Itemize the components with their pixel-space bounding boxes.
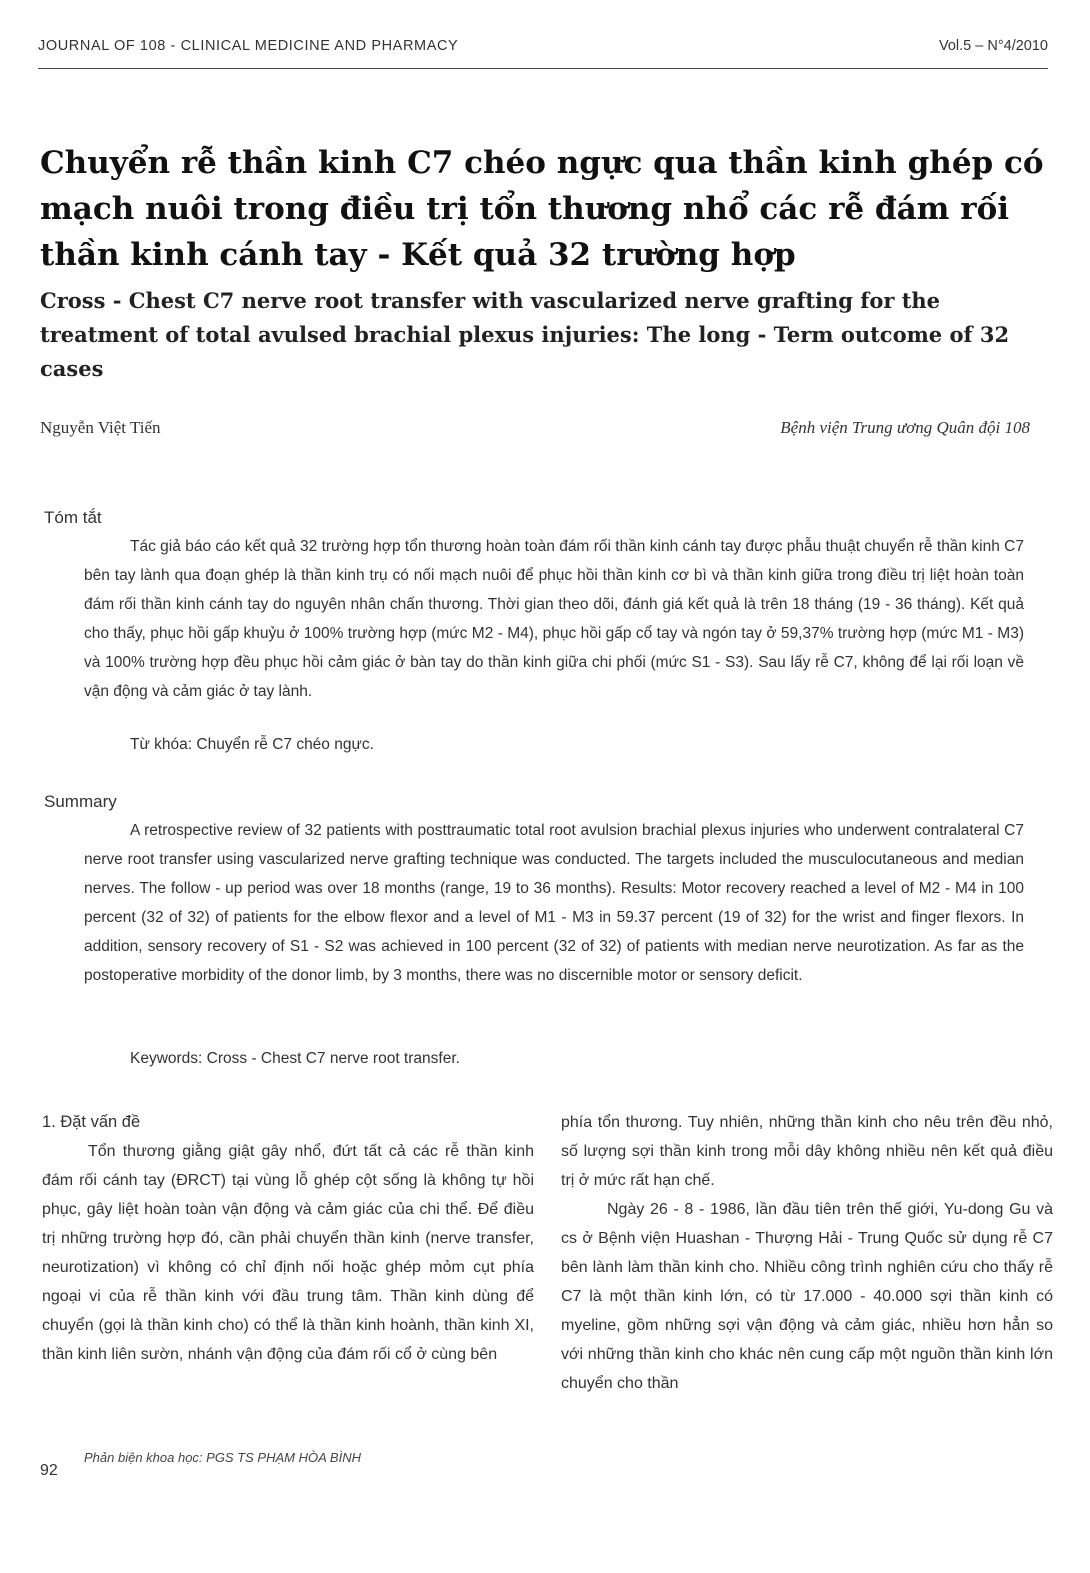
- abstract-en-text: A retrospective review of 32 patients with posttraumatic total root avulsion brachial plexus injuries who underwent contralateral C7 nerve root transfer using vascularized nerve grafting technique was conducted. The targets included the musculocutaneous and median nerves. The follow - up period was over 18 months (range, 19 to 36 months). Results: Motor recovery reached a level of M2 - M4 in 100 percent (32 of 32) of patients for the elbow flexor and a level of M1 - M3 in 59.37 percent (19 of 32) for the wrist and finger flexors. In addition, sensory recovery of S1 - S2 was achieved in 100 percent (32 of 32) of patients with median nerve neurotization. As far as the postoperative morbidity of the donor limb, by 3 months, there was no discernible motor or sensory deficit.: [84, 822, 1024, 984]
- title-vietnamese: Chuyển rễ thần kinh C7 chéo ngực qua thần kinh ghép có mạch nuôi trong điều trị tổn thương nhổ các rễ đám rối thần kinh cánh tay - Kết quả 32 trường hợp: [40, 145, 1044, 273]
- affiliation: Bệnh viện Trung ương Quân đội 108: [780, 418, 1030, 437]
- author: Nguyễn Việt Tiến: [40, 418, 161, 437]
- section-heading: 1. Đặt vấn đề: [42, 1113, 141, 1131]
- volume-issue: Vol.5 – N°4/2010: [939, 38, 1048, 54]
- title-english: Cross - Chest C7 nerve root transfer with vascularized nerve grafting for the treatment of total avulsed brachial plexus injuries: The long - Term outcome of 32 cases: [40, 288, 1010, 381]
- paragraph: Ngày 26 - 8 - 1986, lần đầu tiên trên thế giới, Yu-dong Gu và cs ở Bệnh viện Huashan - Thượng Hải - Trung Quốc sử dụng rễ C7 bên lành làm thần kinh cho. Nhiều công trình nghiên cứu cho thấy rễ C7 là một thần kinh lớn, có từ 17.000 - 40.000 sợi thần kinh có myeline, gồm những sợi vận động và cảm giác, nhiều hơn hẳn so với những thần kinh cho khác nên cung cấp một nguồn thần kinh lớn chuyển cho thần: [561, 1201, 1053, 1392]
- keywords-en: Keywords: Cross - Chest C7 nerve root transfer.: [130, 1050, 460, 1067]
- journal-name: JOURNAL OF 108 - CLINICAL MEDICINE AND PHARMACY: [38, 38, 459, 54]
- keywords-vi: Từ khóa: Chuyển rễ C7 chéo ngực.: [130, 736, 374, 753]
- left-column: [42, 1108, 534, 1369]
- page-number: 92: [40, 1462, 58, 1479]
- running-header: [38, 36, 1048, 69]
- abstract-vi-text: Tác giả báo cáo kết quả 32 trường hợp tổn thương hoàn toàn đám rối thần kinh cánh tay được phẫu thuật chuyển rễ thần kinh C7 bên tay lành qua đoạn ghép là thần kinh trụ có nối mạch nuôi để phục hồi thần kinh cơ bì và thần kinh giữa trong điều trị liệt hoàn toàn đám rối thần kinh cánh tay do nguyên nhân chấn thương. Thời gian theo dõi, đánh giá kết quả là trên 18 tháng (19 - 36 tháng). Kết quả cho thấy, phục hồi gấp khuỷu ở 100% trường hợp (mức M2 - M4), phục hồi gấp cổ tay và ngón tay ở 59,37% trường hợp (mức M1 - M3) và 100% trường hợp đều phục hồi cảm giác ở bàn tay do thần kinh giữa chi phối (mức S1 - S3). Sau lấy rễ C7, không để lại rối loạn về vận động và cảm giác ở tay lành.: [84, 538, 1024, 700]
- paragraph: phía tổn thương. Tuy nhiên, những thần kinh cho nêu trên đều nhỏ, số lượng sợi thần kinh trong mỗi dây không nhiều nên kết quả điều trị ở mức rất hạn chế.: [561, 1114, 1053, 1189]
- reviewer-footnote: Phản biện khoa học: PGS TS PHẠM HÒA BÌNH: [84, 1450, 361, 1465]
- abstract-en-label: Summary: [44, 792, 117, 811]
- paragraph: Tổn thương giằng giật gây nhổ, đứt tất cả các rễ thần kinh đám rối cánh tay (ĐRCT) tại vùng lỗ ghép cột sống là không tự hồi phục, gây liệt hoàn toàn vận động và cảm giác của chi thể. Để điều trị những trường hợp đó, cần phải chuyển thần kinh (nerve transfer, neurotization) vì không có chỉ định nối hoặc ghép mỏm cụt phía ngoại vi của rễ thần kinh với đầu trung tâm. Thần kinh dùng để chuyển (gọi là thần kinh cho) có thể là thần kinh hoành, thần kinh XI, thần kinh liên sườn, nhánh vận động của đám rối cổ ở cùng bên: [42, 1143, 534, 1363]
- right-column: [561, 1108, 1053, 1398]
- abstract-vi-label: Tóm tắt: [44, 508, 102, 527]
